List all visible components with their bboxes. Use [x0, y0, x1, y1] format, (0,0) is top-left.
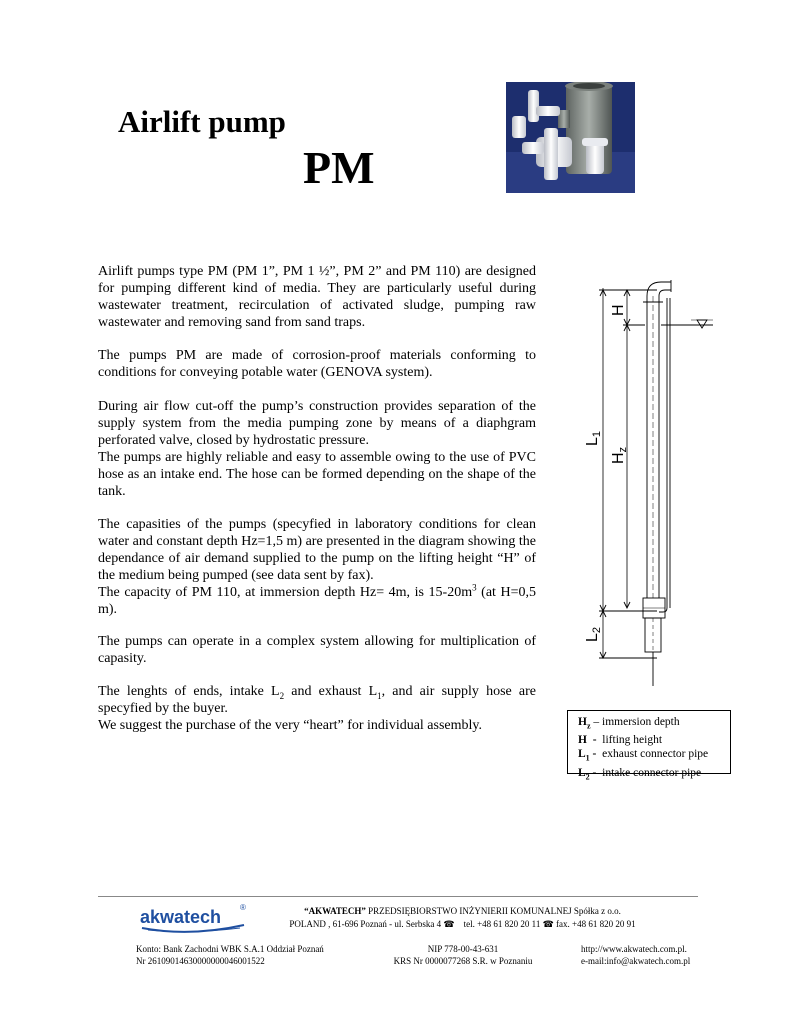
construction-paragraph — [98, 398, 536, 500]
logo-graphic — [140, 901, 250, 937]
legend-separator: - — [586, 734, 603, 747]
krs-number: KRS Nr 0000077268 S.R. w Poznaniu — [393, 956, 533, 966]
legend-subscript: 1 — [585, 753, 590, 763]
lengths-text-part3: , and air supply hose are specyfied by the buyer. — [98, 684, 536, 716]
website-link[interactable]: http://www.akwatech.com.pl. — [581, 944, 687, 954]
materials-paragraph — [98, 347, 536, 381]
legend-subscript: 2 — [585, 771, 590, 781]
legend-text: exhaust connector pipe — [602, 748, 709, 761]
pump-dimension-diagram — [583, 278, 713, 686]
company-address: POLAND , 61-696 Poznań - ul. Serbska 4 ☎ tel. +48 61 820 20 11 ☎ fax. +48 61 820 20 91 — [289, 919, 636, 929]
legend-text: immersion depth — [602, 716, 680, 728]
intake-subscript: 2 — [279, 690, 285, 701]
legend-text: intake connector pipe — [602, 766, 702, 779]
pump-dimension-drawing — [583, 278, 713, 686]
email-link[interactable]: e-mail:info@akwatech.com.pl — [581, 956, 691, 966]
diagram-legend — [567, 710, 731, 781]
legend-row-hz — [578, 715, 730, 733]
lengths-text — [98, 683, 536, 717]
logo-text: akwatech — [140, 907, 222, 927]
construction-text: During air flow cut-off the pump’s construction provides separation of the supply system from the media pumping zone by means of a diaphgram perforated valve, closed by hydrostatic pressure. — [98, 399, 536, 448]
akwatech-logo — [140, 901, 250, 937]
legend-separator: – — [590, 716, 603, 728]
reliability-text: The pumps are highly reliable and easy to assemble owing to the use of PVC hose as an intake end. The hose can be formed depending on the shape of the tank. — [98, 450, 536, 499]
legend-symbol: L — [578, 766, 586, 779]
contact-info — [581, 943, 690, 967]
label-l1: L1 — [584, 430, 603, 446]
capacity-text-after: (at H=0,5 m). — [98, 585, 536, 617]
legend-subscript: z — [586, 721, 591, 731]
pump-parts-photo — [506, 82, 635, 193]
footer-divider — [98, 896, 698, 897]
suggest-text: We suggest the purchase of the very “heart” for individual assembly. — [98, 718, 483, 733]
label-hz: Hz — [610, 446, 629, 464]
page-title: Airlift pump — [118, 104, 286, 139]
company-name: “AKWATECH” — [304, 906, 366, 916]
complex-system-paragraph — [98, 633, 536, 667]
legend-symbol: H — [578, 734, 587, 747]
company-description: PRZEDSIĘBIORSTWO INŻYNIERII KOMUNALNEJ Spółka z o.o. — [365, 906, 621, 916]
model-title: PM — [303, 142, 375, 193]
legend-separator: - — [589, 766, 603, 779]
nip-number: NIP 778-00-43-631 — [427, 944, 499, 954]
capacity-text-before: The capacity of PM 110, at immersion depth Hz= 4m, is 15-20m — [98, 585, 473, 600]
bank-info — [136, 943, 324, 967]
lengths-text-part2: and exhaust L — [284, 684, 378, 699]
bank-name: Konto: Bank Zachodni WBK S.A.1 Oddział Poznań — [136, 944, 324, 954]
pump-photo-illustration — [506, 82, 635, 193]
legend-separator: - — [589, 748, 603, 761]
label-l2: L2 — [584, 626, 603, 642]
legend-symbol: H — [578, 716, 587, 728]
legend-row-l2 — [578, 766, 730, 784]
bank-account: Nr 26109014630000000046001522 — [136, 956, 265, 966]
company-name-line — [240, 905, 685, 918]
registration-info — [384, 943, 542, 967]
intro-paragraph — [98, 263, 536, 331]
legend-row-h — [578, 733, 730, 747]
logo-registered-mark: ® — [240, 903, 246, 912]
capacities-text: The capasities of the pumps (specyfied in laboratory conditions for clean water and constant depth Hz=1,5 m) are presented in the diagram showing the dependance of air demand supplied to the pump on the lifting height “H” of the medium being pumped (see data sent by fax). — [98, 517, 536, 583]
legend-row-l1 — [578, 747, 730, 765]
capacity-unit-superscript: 3 — [472, 582, 477, 593]
capacities-paragraph — [98, 516, 536, 618]
company-info — [240, 905, 685, 931]
materials-text: The pumps PM are made of corrosion-proof materials conforming to conditions for conveying potable water (GENOVA system). — [98, 348, 536, 380]
exhaust-subscript: 1 — [377, 690, 382, 701]
complex-system-text: The pumps can operate in a complex system allowing for multiplication of capasity. — [98, 634, 536, 666]
lengths-text-part1: The lenghts of ends, intake L — [98, 684, 280, 699]
legend-symbol: L — [578, 748, 586, 761]
intro-text: Airlift pumps type PM (PM 1”, PM 1 ½”, PM 2” and PM 110) are designed for pumping different kind of media. They are particularly useful during wastewater treatment, recirculation of activated sludge, pumping raw wastewater and removing sand from sand traps. — [98, 264, 536, 330]
label-h: H — [610, 304, 627, 316]
capacity-pm110-text — [98, 584, 536, 618]
legend-text: lifting height — [602, 734, 663, 747]
lengths-paragraph — [98, 683, 536, 734]
